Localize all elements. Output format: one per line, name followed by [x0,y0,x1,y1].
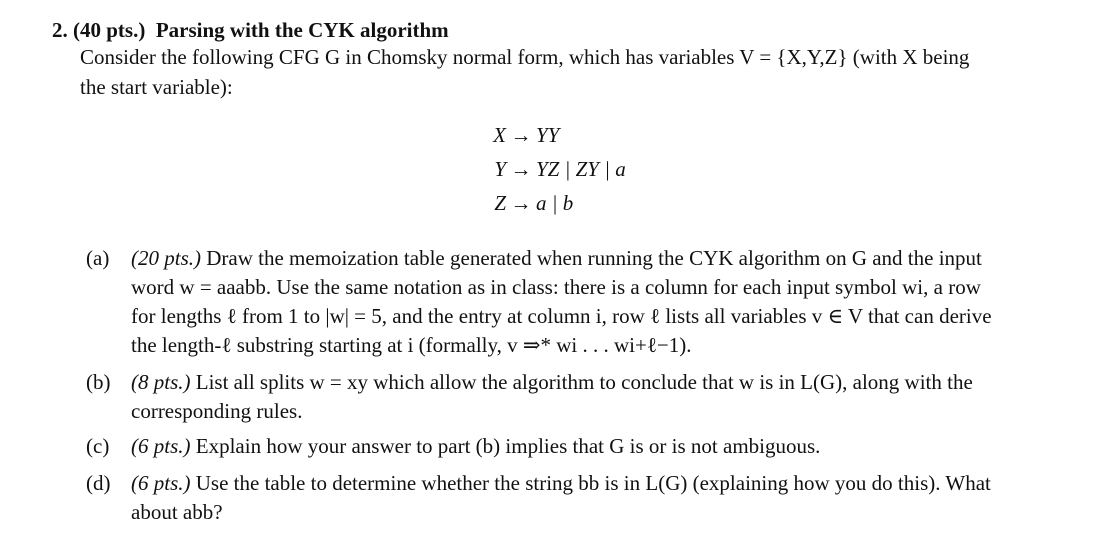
part-b-label: (b) [86,370,111,394]
grammar-rule-z [470,191,573,216]
part-a-text-3: for lengths ℓ from 1 to |w| = 5, and the entry at column i, row ℓ lists all variables v ∈ V that can derive [131,304,992,328]
part-c-label: (c) [86,434,110,458]
part-a-text-4: the length-ℓ substring starting at i (formally, v ⇒* wi . . . wi+ℓ−1). [131,333,692,357]
part-d-text-2: about abb? [131,500,223,524]
part-c-points: (6 pts.) [131,434,191,458]
rule-arrow: → [510,157,532,181]
question-number: 2. [52,18,68,42]
rule-arrow: → [510,191,532,215]
question-intro [80,42,1060,102]
part-b [86,368,1066,426]
question-heading [52,18,449,43]
rule-arrow: → [510,123,532,147]
part-a [86,244,1066,360]
question-points: (40 pts.) [73,18,146,42]
grammar-rule-x [470,123,559,148]
intro-line-2: the start variable): [80,75,233,99]
intro-line-1: Consider the following CFG G in Chomsky normal form, which has variables V = {X,Y,Z} (with X being [80,45,970,69]
rule-lhs: Y [494,157,506,181]
part-d-label: (d) [86,471,111,495]
rule-lhs: Z [494,191,506,215]
rule-rhs: a | b [536,191,574,215]
grammar-rule-y [470,157,626,182]
part-b-points: (8 pts.) [131,370,191,394]
part-c [86,432,1066,461]
part-a-points: (20 pts.) [131,246,201,270]
part-d-points: (6 pts.) [131,471,191,495]
part-a-label: (a) [86,246,110,270]
part-d-text-1: Use the table to determine whether the string bb is in L(G) (explaining how you do this). What [195,471,991,495]
part-a-text-2: word w = aaabb. Use the same notation as in class: there is a column for each input symbol wi, a row [131,275,981,299]
rule-rhs: YY [536,123,560,147]
part-b-text-2: corresponding rules. [131,399,303,423]
part-d [86,469,1066,527]
rule-rhs: YZ | ZY | a [536,157,626,181]
part-c-text-1: Explain how your answer to part (b) implies that G is or is not ambiguous. [195,434,821,458]
part-b-text-1: List all splits w = xy which allow the algorithm to conclude that w is in L(G), along with the [195,370,973,394]
question-title: Parsing with the CYK algorithm [155,18,449,42]
part-a-text-1: Draw the memoization table generated when running the CYK algorithm on G and the input [206,246,982,270]
rule-lhs: X [493,123,506,147]
